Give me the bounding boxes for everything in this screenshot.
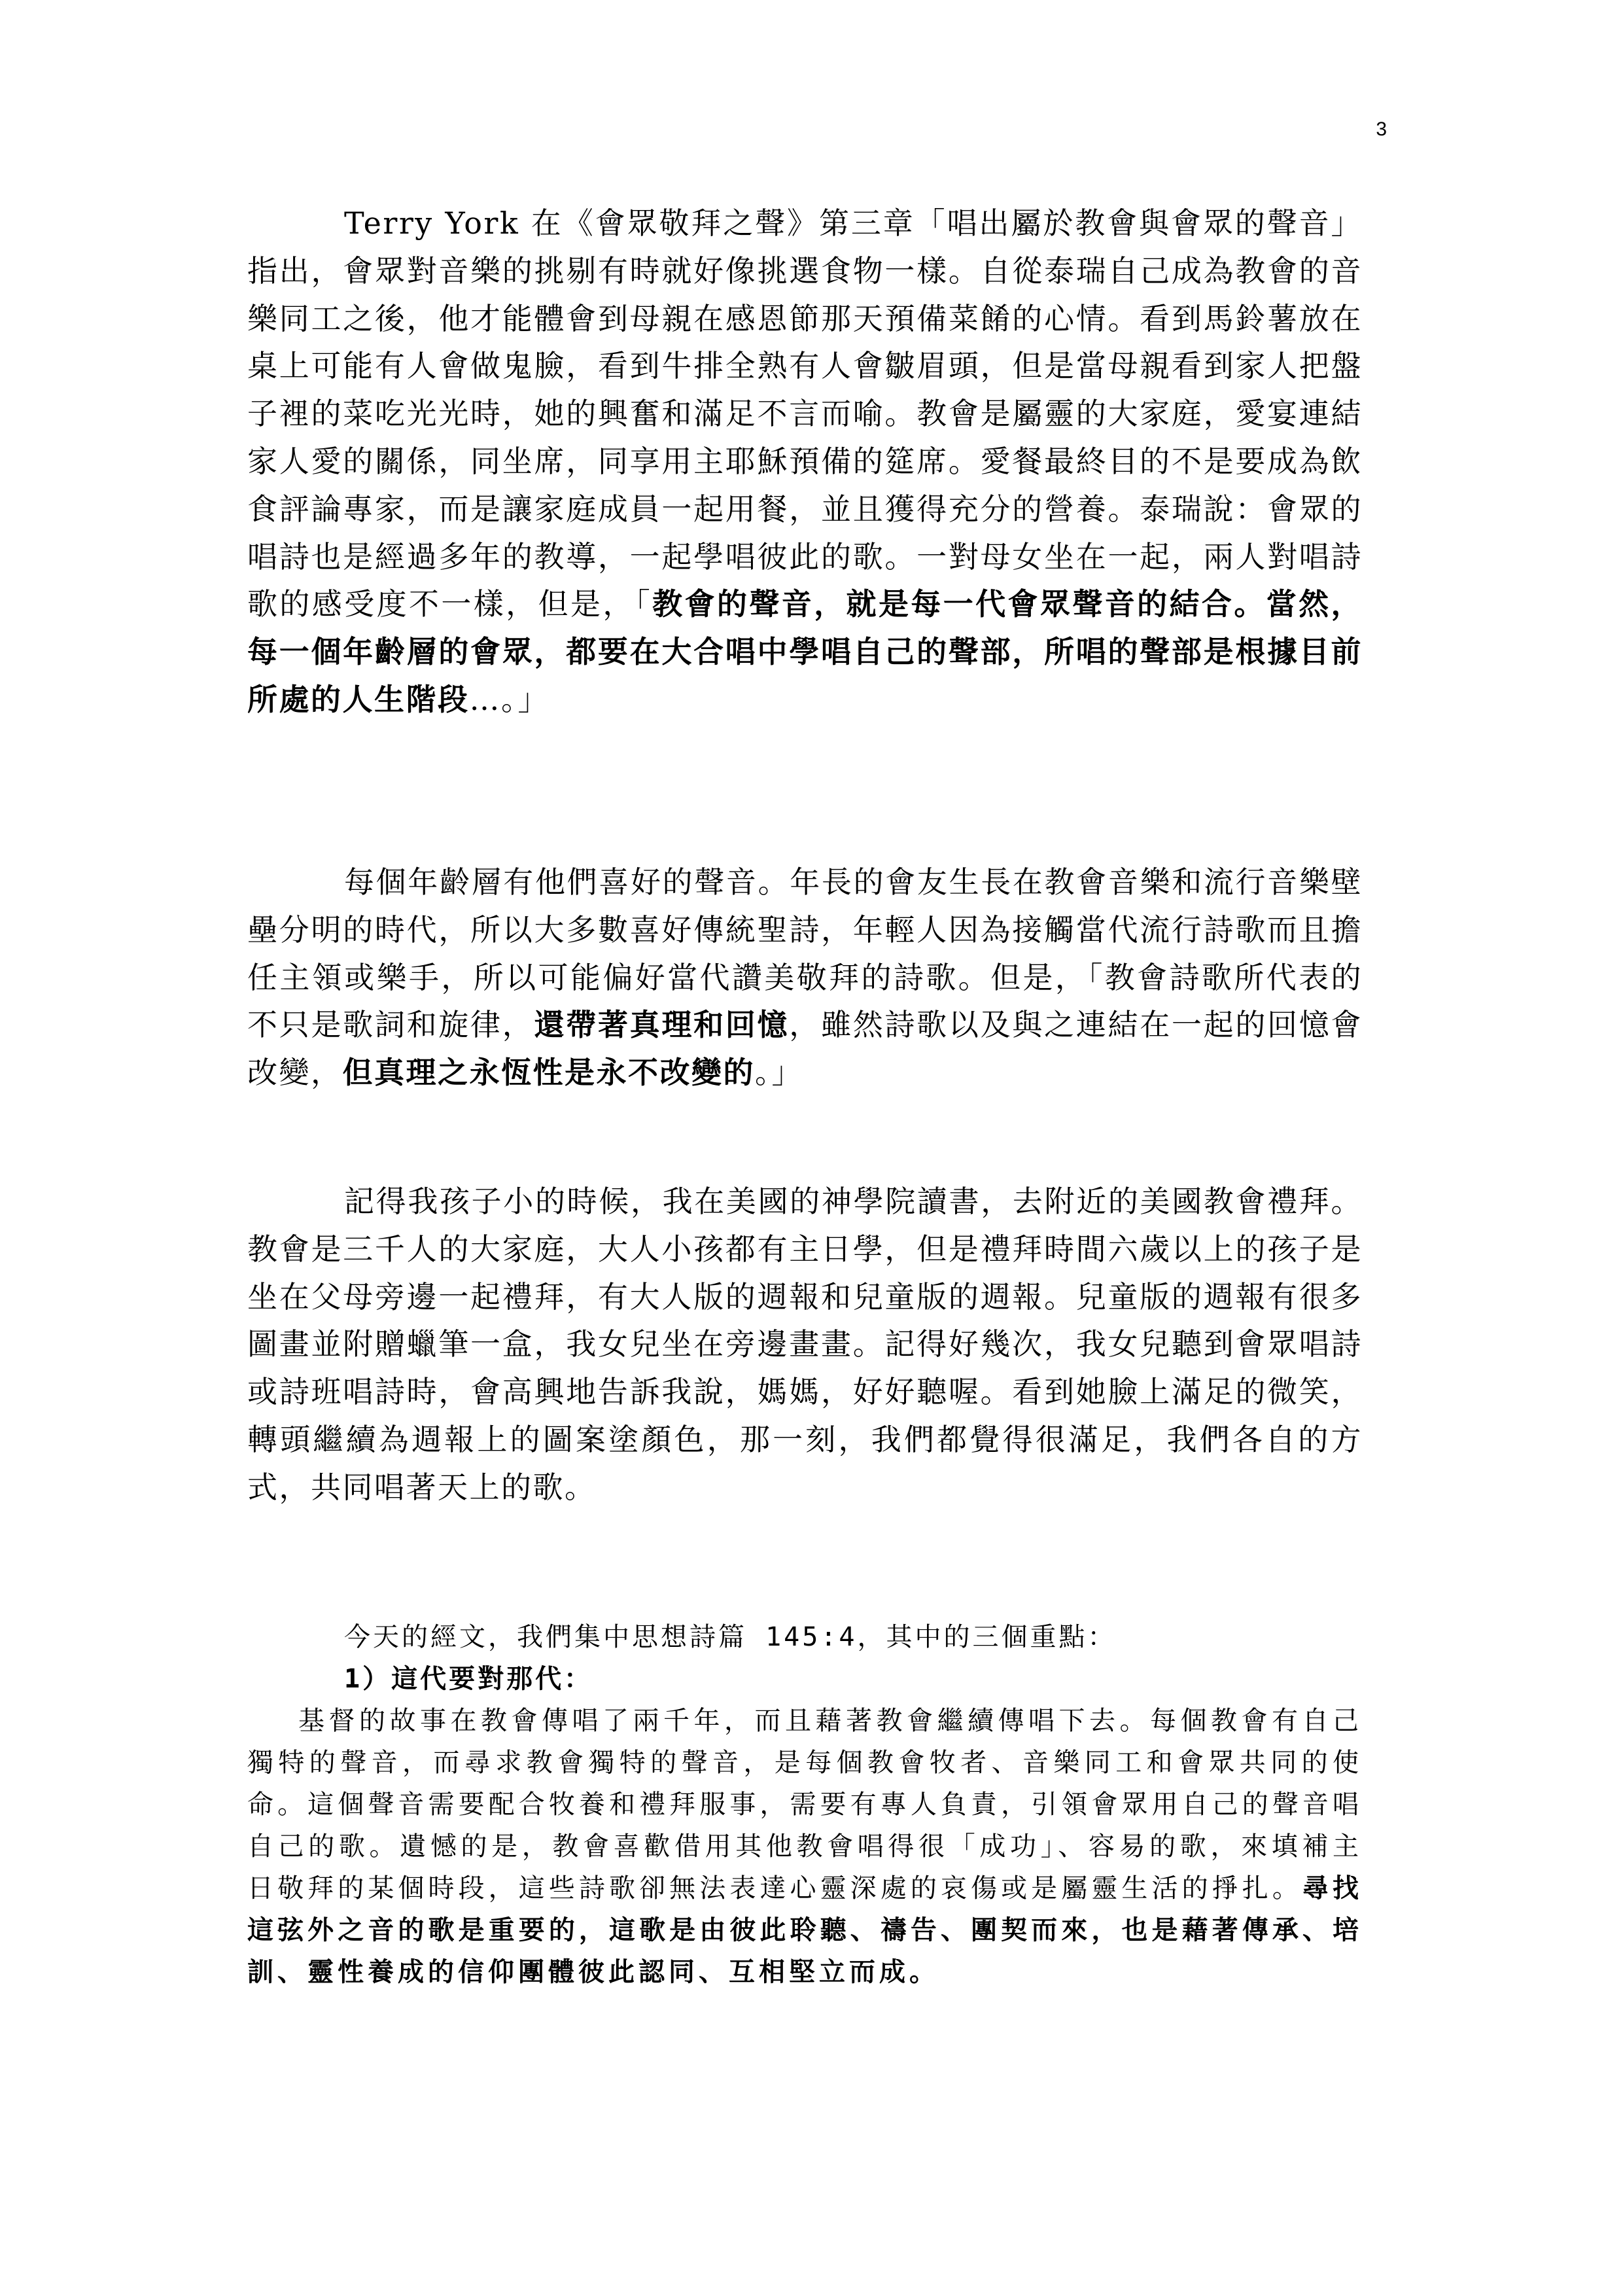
paragraph-text: …。」 — [469, 681, 550, 717]
point-body-emphasis: 尋找這弦外之音的歌是重要的，這歌是由彼此聆聽、禱告、團契而來，也是藉著傳承、培訓、靈性養成的信仰團體彼此認同、互相堅立而成。 — [247, 1873, 1363, 1987]
paragraph-memory: 記得我孩子小的時候，我在美國的神學院讀書，去附近的美國教會禮拜。教會是三千人的大家庭，大人小孩都有主日學，但是禮拜時間六歲以上的孩子是坐在父母旁邊一起禮拜，有大人版的週報和兒童版的週報。兒童版的週報有很多圖畫並附贈蠟筆一盒，我女兒坐在旁邊畫畫。記得好幾次，我女兒聽到會眾唱詩或詩班唱詩時，會高興地告訴我說，媽媽，好好聽喔。看到她臉上滿足的微笑，轉頭繼續為週報上的圖案塗顏色，那一刻，我們都覺得很滿足，我們各自的方式，共同唱著天上的歌。 — [247, 1184, 1363, 1505]
emphasis-text: 教會的聲音，就是每一代會眾聲音的結合。當然，每一個年齡層的會眾，都要在大合唱中學唱自己的聲部，所唱的聲部是根據目前所處的人生階段 — [247, 586, 1363, 717]
sermon-section — [247, 1616, 1363, 1993]
paragraph-age-groups — [247, 858, 1363, 1097]
paragraph-text: ，雖然詩歌以及與之連結在一起的回憶會改變， — [247, 1007, 1363, 1091]
sermon-intro: 今天的經文，我們集中思想詩篇 145:4，其中的三個重點： — [344, 1622, 1117, 1652]
point-heading: 1）這代要對那代： — [344, 1664, 593, 1694]
paragraph-text: 。」 — [755, 1055, 803, 1091]
paragraph-terry-york — [247, 200, 1363, 724]
point-body — [247, 1700, 1363, 1993]
paragraph-text: 每個年齡層有他們喜好的聲音。年長的會友生長在教會音樂和流行音樂壁壘分明的時代，所以大多數喜好傳統聖詩，年輕人因為接觸當代流行詩歌而且擔任主領或樂手，所以可能偏好當代讚美敬拜的詩歌。但是，「教會詩歌所代表的不只是歌詞和旋律， — [247, 864, 1363, 1043]
paragraph-text: Terry York 在《會眾敬拜之聲》第三章「唱出屬於教會與會眾的聲音」指出，會眾對音樂的挑剔有時就好像挑選食物一樣。自從泰瑞自己成為教會的音樂同工之後，他才能體會到母親在感恩節那天預備菜餚的心情。看到馬鈴薯放在桌上可能有人會做鬼臉，看到牛排全熟有人會皺眉頭，但是當母親看到家人把盤子裡的菜吃光光時，她的興奮和滿足不言而喻。教會是屬靈的大家庭，愛宴連結家人愛的關係，同坐席，同享用主耶穌預備的筵席。愛餐最終目的不是要成為飲食評論專家，而是讓家庭成員一起用餐，並且獲得充分的營養。泰瑞說：會眾的唱詩也是經過多年的教導，一起學唱彼此的歌。一對母女坐在一起，兩人對唱詩歌的感受度不一樣，但是，「 — [247, 205, 1363, 622]
page-number: 3 — [1376, 118, 1387, 140]
emphasis-text: 但真理之永恆性是永不改變的 — [342, 1055, 755, 1091]
emphasis-text: 還帶著真理和回憶 — [534, 1007, 790, 1043]
point-body-text: 基督的故事在教會傳唱了兩千年，而且藉著教會繼續傳唱下去。每個教會有自己獨特的聲音，而尋求教會獨特的聲音，是每個教會牧者、音樂同工和會眾共同的使命。這個聲音需要配合牧養和禮拜服事，需要有專人負責，引領會眾用自己的聲音唱自己的歌。遺憾的是，教會喜歡借用其他教會唱得很「成功」、容易的歌，來填補主日敬拜的某個時段，這些詩歌卻無法表達心靈深處的哀傷或是屬靈生活的掙扎。 — [247, 1706, 1363, 1903]
